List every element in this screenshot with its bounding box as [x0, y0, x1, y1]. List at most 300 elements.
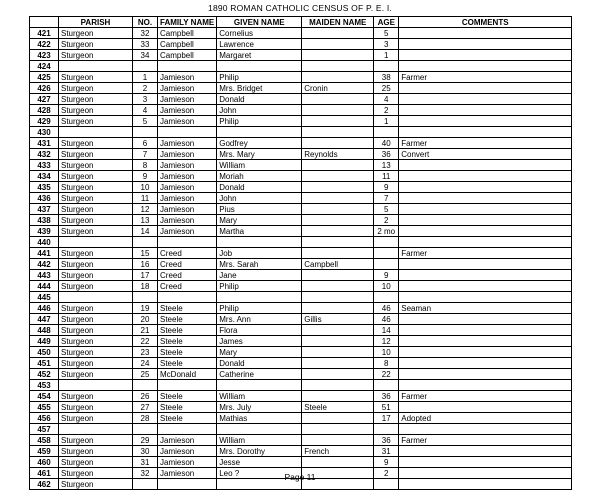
cell-maiden-name: [302, 413, 374, 424]
cell-age: 40: [374, 138, 399, 149]
header-family-name: FAMILY NAME: [158, 17, 217, 28]
cell-comments: [399, 116, 572, 127]
header-age: AGE: [374, 17, 399, 28]
cell-given-name: [217, 424, 302, 435]
cell-line-number: 429: [30, 116, 59, 127]
cell-age: 2: [374, 468, 399, 479]
cell-parish: Sturgeon: [59, 325, 133, 336]
cell-parish: Sturgeon: [59, 226, 133, 237]
table-row: [30, 237, 572, 248]
cell-parish: Sturgeon: [59, 116, 133, 127]
cell-family-name: Creed: [158, 259, 217, 270]
cell-given-name: Philip: [217, 281, 302, 292]
cell-family-name: Steele: [158, 347, 217, 358]
cell-comments: [399, 226, 572, 237]
cell-given-name: [217, 61, 302, 72]
cell-age: 8: [374, 358, 399, 369]
cell-comments: Farmer: [399, 138, 572, 149]
cell-family-name: Jamieson: [158, 457, 217, 468]
cell-parish: Sturgeon: [59, 402, 133, 413]
cell-line-number: 459: [30, 446, 59, 457]
cell-line-number: 435: [30, 182, 59, 193]
cell-line-number: 422: [30, 39, 59, 50]
cell-line-number: 430: [30, 127, 59, 138]
cell-line-number: 456: [30, 413, 59, 424]
cell-parish: Sturgeon: [59, 28, 133, 39]
cell-no: 7: [133, 149, 158, 160]
cell-comments: [399, 446, 572, 457]
cell-parish: Sturgeon: [59, 336, 133, 347]
cell-age: [374, 237, 399, 248]
cell-given-name: [217, 380, 302, 391]
cell-line-number: 457: [30, 424, 59, 435]
cell-maiden-name: [302, 204, 374, 215]
cell-comments: [399, 215, 572, 226]
cell-no: 12: [133, 204, 158, 215]
cell-no: [133, 424, 158, 435]
cell-given-name: Donald: [217, 182, 302, 193]
cell-given-name: Mary: [217, 347, 302, 358]
cell-parish: Sturgeon: [59, 270, 133, 281]
cell-family-name: Jamieson: [158, 171, 217, 182]
cell-maiden-name: [302, 50, 374, 61]
cell-maiden-name: [302, 39, 374, 50]
table-row: [30, 72, 572, 83]
cell-comments: [399, 369, 572, 380]
cell-maiden-name: Cronin: [302, 83, 374, 94]
cell-parish: Sturgeon: [59, 358, 133, 369]
cell-maiden-name: [302, 457, 374, 468]
cell-no: 20: [133, 314, 158, 325]
cell-family-name: Jamieson: [158, 72, 217, 83]
cell-comments: [399, 402, 572, 413]
cell-maiden-name: [302, 270, 374, 281]
cell-line-number: 460: [30, 457, 59, 468]
cell-line-number: 454: [30, 391, 59, 402]
table-row: [30, 61, 572, 72]
table-row: [30, 50, 572, 61]
cell-line-number: 423: [30, 50, 59, 61]
cell-family-name: Campbell: [158, 50, 217, 61]
cell-maiden-name: [302, 72, 374, 83]
cell-given-name: Donald: [217, 94, 302, 105]
cell-parish: [59, 424, 133, 435]
cell-parish: Sturgeon: [59, 215, 133, 226]
cell-family-name: Steele: [158, 402, 217, 413]
cell-age: 9: [374, 457, 399, 468]
cell-parish: Sturgeon: [59, 446, 133, 457]
cell-given-name: [217, 237, 302, 248]
cell-no: 33: [133, 39, 158, 50]
cell-age: [374, 127, 399, 138]
cell-family-name: Jamieson: [158, 116, 217, 127]
cell-parish: Sturgeon: [59, 281, 133, 292]
cell-no: 23: [133, 347, 158, 358]
cell-no: 18: [133, 281, 158, 292]
cell-family-name: Jamieson: [158, 435, 217, 446]
table-row: [30, 325, 572, 336]
cell-family-name: Jamieson: [158, 83, 217, 94]
cell-parish: Sturgeon: [59, 160, 133, 171]
cell-age: 11: [374, 171, 399, 182]
census-table: [29, 16, 572, 490]
cell-maiden-name: [302, 336, 374, 347]
cell-line-number: 445: [30, 292, 59, 303]
cell-line-number: 427: [30, 94, 59, 105]
cell-given-name: Cornelius: [217, 28, 302, 39]
header-row: [30, 17, 572, 28]
cell-maiden-name: [302, 61, 374, 72]
cell-age: 9: [374, 270, 399, 281]
cell-age: 22: [374, 369, 399, 380]
cell-maiden-name: [302, 325, 374, 336]
cell-no: 17: [133, 270, 158, 281]
cell-parish: Sturgeon: [59, 83, 133, 94]
cell-parish: Sturgeon: [59, 479, 133, 490]
cell-age: [374, 259, 399, 270]
cell-given-name: Margaret: [217, 50, 302, 61]
cell-no: 4: [133, 105, 158, 116]
cell-no: 30: [133, 446, 158, 457]
cell-given-name: Pius: [217, 204, 302, 215]
cell-comments: [399, 160, 572, 171]
cell-age: 17: [374, 413, 399, 424]
cell-given-name: Job: [217, 248, 302, 259]
cell-age: 51: [374, 402, 399, 413]
cell-comments: [399, 61, 572, 72]
cell-comments: [399, 424, 572, 435]
cell-family-name: [158, 61, 217, 72]
cell-no: [133, 127, 158, 138]
table-row: [30, 281, 572, 292]
table-row: [30, 358, 572, 369]
cell-parish: [59, 237, 133, 248]
cell-age: 5: [374, 204, 399, 215]
cell-parish: Sturgeon: [59, 248, 133, 259]
cell-age: 2 mo: [374, 226, 399, 237]
table-row: [30, 248, 572, 259]
cell-family-name: Jamieson: [158, 94, 217, 105]
table-row: [30, 138, 572, 149]
cell-maiden-name: French: [302, 446, 374, 457]
cell-parish: Sturgeon: [59, 303, 133, 314]
cell-given-name: John: [217, 105, 302, 116]
cell-family-name: Steele: [158, 358, 217, 369]
cell-age: [374, 380, 399, 391]
cell-given-name: Mrs. July: [217, 402, 302, 413]
cell-comments: [399, 336, 572, 347]
cell-family-name: Creed: [158, 270, 217, 281]
cell-line-number: 449: [30, 336, 59, 347]
cell-family-name: Steele: [158, 314, 217, 325]
header-given-name: GIVEN NAME: [217, 17, 302, 28]
cell-age: 12: [374, 336, 399, 347]
cell-line-number: 450: [30, 347, 59, 358]
cell-line-number: 421: [30, 28, 59, 39]
cell-no: 27: [133, 402, 158, 413]
cell-given-name: James: [217, 336, 302, 347]
census-body: [30, 28, 572, 490]
cell-line-number: 438: [30, 215, 59, 226]
cell-comments: [399, 457, 572, 468]
cell-maiden-name: Campbell: [302, 259, 374, 270]
cell-no: 5: [133, 116, 158, 127]
cell-maiden-name: [302, 424, 374, 435]
cell-parish: Sturgeon: [59, 347, 133, 358]
cell-line-number: 453: [30, 380, 59, 391]
cell-comments: [399, 325, 572, 336]
cell-parish: Sturgeon: [59, 391, 133, 402]
cell-age: 36: [374, 391, 399, 402]
table-row: [30, 28, 572, 39]
cell-maiden-name: [302, 391, 374, 402]
cell-family-name: Creed: [158, 248, 217, 259]
header-no: NO.: [133, 17, 158, 28]
cell-no: 21: [133, 325, 158, 336]
table-row: [30, 270, 572, 281]
cell-maiden-name: [302, 369, 374, 380]
cell-family-name: Steele: [158, 413, 217, 424]
table-row: [30, 391, 572, 402]
cell-line-number: 444: [30, 281, 59, 292]
cell-no: 13: [133, 215, 158, 226]
cell-parish: Sturgeon: [59, 457, 133, 468]
cell-maiden-name: [302, 303, 374, 314]
cell-line-number: 424: [30, 61, 59, 72]
cell-age: 7: [374, 193, 399, 204]
cell-line-number: 461: [30, 468, 59, 479]
cell-age: 14: [374, 325, 399, 336]
cell-family-name: [158, 380, 217, 391]
cell-age: 1: [374, 116, 399, 127]
cell-parish: Sturgeon: [59, 149, 133, 160]
cell-parish: Sturgeon: [59, 369, 133, 380]
cell-maiden-name: [302, 127, 374, 138]
cell-maiden-name: [302, 435, 374, 446]
cell-given-name: Mrs. Bridget: [217, 83, 302, 94]
cell-given-name: Philip: [217, 72, 302, 83]
cell-no: [133, 61, 158, 72]
cell-age: 46: [374, 303, 399, 314]
table-row: [30, 314, 572, 325]
table-row: [30, 39, 572, 50]
cell-given-name: William: [217, 160, 302, 171]
cell-maiden-name: [302, 237, 374, 248]
cell-given-name: Mrs. Mary: [217, 149, 302, 160]
cell-age: 13: [374, 160, 399, 171]
cell-comments: Farmer: [399, 72, 572, 83]
cell-parish: Sturgeon: [59, 105, 133, 116]
cell-comments: Seaman: [399, 303, 572, 314]
cell-parish: Sturgeon: [59, 204, 133, 215]
cell-parish: Sturgeon: [59, 193, 133, 204]
table-row: [30, 369, 572, 380]
cell-parish: Sturgeon: [59, 182, 133, 193]
cell-comments: [399, 105, 572, 116]
cell-given-name: [217, 127, 302, 138]
cell-line-number: 462: [30, 479, 59, 490]
cell-given-name: Moriah: [217, 171, 302, 182]
cell-comments: Convert: [399, 149, 572, 160]
cell-comments: [399, 28, 572, 39]
cell-no: 9: [133, 171, 158, 182]
cell-line-number: 437: [30, 204, 59, 215]
cell-family-name: Jamieson: [158, 204, 217, 215]
cell-maiden-name: Reynolds: [302, 149, 374, 160]
cell-maiden-name: [302, 248, 374, 259]
cell-line-number: 434: [30, 171, 59, 182]
cell-age: [374, 248, 399, 259]
cell-age: 38: [374, 72, 399, 83]
cell-age: 1: [374, 50, 399, 61]
table-row: [30, 292, 572, 303]
cell-parish: Sturgeon: [59, 50, 133, 61]
cell-comments: [399, 270, 572, 281]
cell-parish: [59, 127, 133, 138]
cell-maiden-name: [302, 347, 374, 358]
cell-family-name: Jamieson: [158, 182, 217, 193]
cell-parish: Sturgeon: [59, 171, 133, 182]
table-row: [30, 435, 572, 446]
cell-comments: Farmer: [399, 391, 572, 402]
cell-line-number: 451: [30, 358, 59, 369]
cell-comments: [399, 380, 572, 391]
cell-family-name: Creed: [158, 281, 217, 292]
cell-maiden-name: [302, 160, 374, 171]
cell-family-name: Jamieson: [158, 446, 217, 457]
cell-age: 9: [374, 182, 399, 193]
cell-no: 29: [133, 435, 158, 446]
table-row: [30, 413, 572, 424]
cell-given-name: John: [217, 193, 302, 204]
cell-family-name: Steele: [158, 325, 217, 336]
cell-no: 1: [133, 72, 158, 83]
cell-line-number: 448: [30, 325, 59, 336]
cell-line-number: 433: [30, 160, 59, 171]
table-row: [30, 204, 572, 215]
cell-no: 11: [133, 193, 158, 204]
cell-comments: [399, 314, 572, 325]
cell-comments: [399, 94, 572, 105]
cell-line-number: 426: [30, 83, 59, 94]
cell-family-name: [158, 424, 217, 435]
cell-no: 16: [133, 259, 158, 270]
cell-family-name: [158, 127, 217, 138]
cell-family-name: Steele: [158, 303, 217, 314]
cell-parish: Sturgeon: [59, 259, 133, 270]
cell-parish: [59, 61, 133, 72]
cell-given-name: Flora: [217, 325, 302, 336]
cell-family-name: Campbell: [158, 28, 217, 39]
cell-maiden-name: [302, 380, 374, 391]
cell-maiden-name: [302, 116, 374, 127]
cell-comments: [399, 281, 572, 292]
cell-family-name: Jamieson: [158, 468, 217, 479]
cell-given-name: Lawrence: [217, 39, 302, 50]
cell-comments: [399, 39, 572, 50]
cell-age: 3: [374, 39, 399, 50]
cell-parish: [59, 292, 133, 303]
cell-line-number: 447: [30, 314, 59, 325]
table-row: [30, 259, 572, 270]
cell-family-name: Jamieson: [158, 215, 217, 226]
cell-no: 34: [133, 50, 158, 61]
cell-maiden-name: [302, 105, 374, 116]
cell-no: 28: [133, 413, 158, 424]
cell-maiden-name: [302, 281, 374, 292]
cell-age: 4: [374, 94, 399, 105]
cell-given-name: Mrs. Ann: [217, 314, 302, 325]
cell-age: 46: [374, 314, 399, 325]
cell-comments: [399, 83, 572, 94]
cell-comments: [399, 292, 572, 303]
table-row: [30, 94, 572, 105]
cell-no: 32: [133, 468, 158, 479]
header-maiden-name: MAIDEN NAME: [302, 17, 374, 28]
cell-age: [374, 424, 399, 435]
cell-family-name: Jamieson: [158, 149, 217, 160]
cell-comments: [399, 50, 572, 61]
cell-no: 19: [133, 303, 158, 314]
cell-line-number: 432: [30, 149, 59, 160]
cell-maiden-name: [302, 171, 374, 182]
table-row: [30, 347, 572, 358]
table-row: [30, 380, 572, 391]
cell-no: [133, 292, 158, 303]
cell-no: 26: [133, 391, 158, 402]
cell-age: 36: [374, 435, 399, 446]
cell-maiden-name: Steele: [302, 402, 374, 413]
cell-comments: [399, 171, 572, 182]
table-row: [30, 149, 572, 160]
cell-line-number: 455: [30, 402, 59, 413]
table-row: [30, 226, 572, 237]
cell-line-number: 458: [30, 435, 59, 446]
cell-comments: [399, 182, 572, 193]
cell-line-number: 431: [30, 138, 59, 149]
cell-no: 8: [133, 160, 158, 171]
cell-family-name: Steele: [158, 391, 217, 402]
cell-comments: [399, 204, 572, 215]
cell-no: 25: [133, 369, 158, 380]
table-row: [30, 303, 572, 314]
table-row: [30, 424, 572, 435]
cell-family-name: Jamieson: [158, 226, 217, 237]
table-row: [30, 215, 572, 226]
cell-comments: [399, 259, 572, 270]
cell-given-name: Martha: [217, 226, 302, 237]
cell-given-name: Mrs. Dorothy: [217, 446, 302, 457]
cell-family-name: Jamieson: [158, 105, 217, 116]
cell-parish: Sturgeon: [59, 39, 133, 50]
table-row: [30, 160, 572, 171]
cell-given-name: Donald: [217, 358, 302, 369]
cell-comments: [399, 358, 572, 369]
cell-comments: Farmer: [399, 248, 572, 259]
page-number: Page 11: [284, 472, 316, 482]
cell-age: 2: [374, 105, 399, 116]
cell-given-name: Mathias: [217, 413, 302, 424]
cell-family-name: McDonald: [158, 369, 217, 380]
cell-given-name: Jane: [217, 270, 302, 281]
cell-maiden-name: [302, 138, 374, 149]
cell-given-name: William: [217, 391, 302, 402]
cell-age: 31: [374, 446, 399, 457]
cell-given-name: [217, 292, 302, 303]
header-comments: COMMENTS: [399, 17, 572, 28]
table-row: [30, 105, 572, 116]
cell-no: 6: [133, 138, 158, 149]
